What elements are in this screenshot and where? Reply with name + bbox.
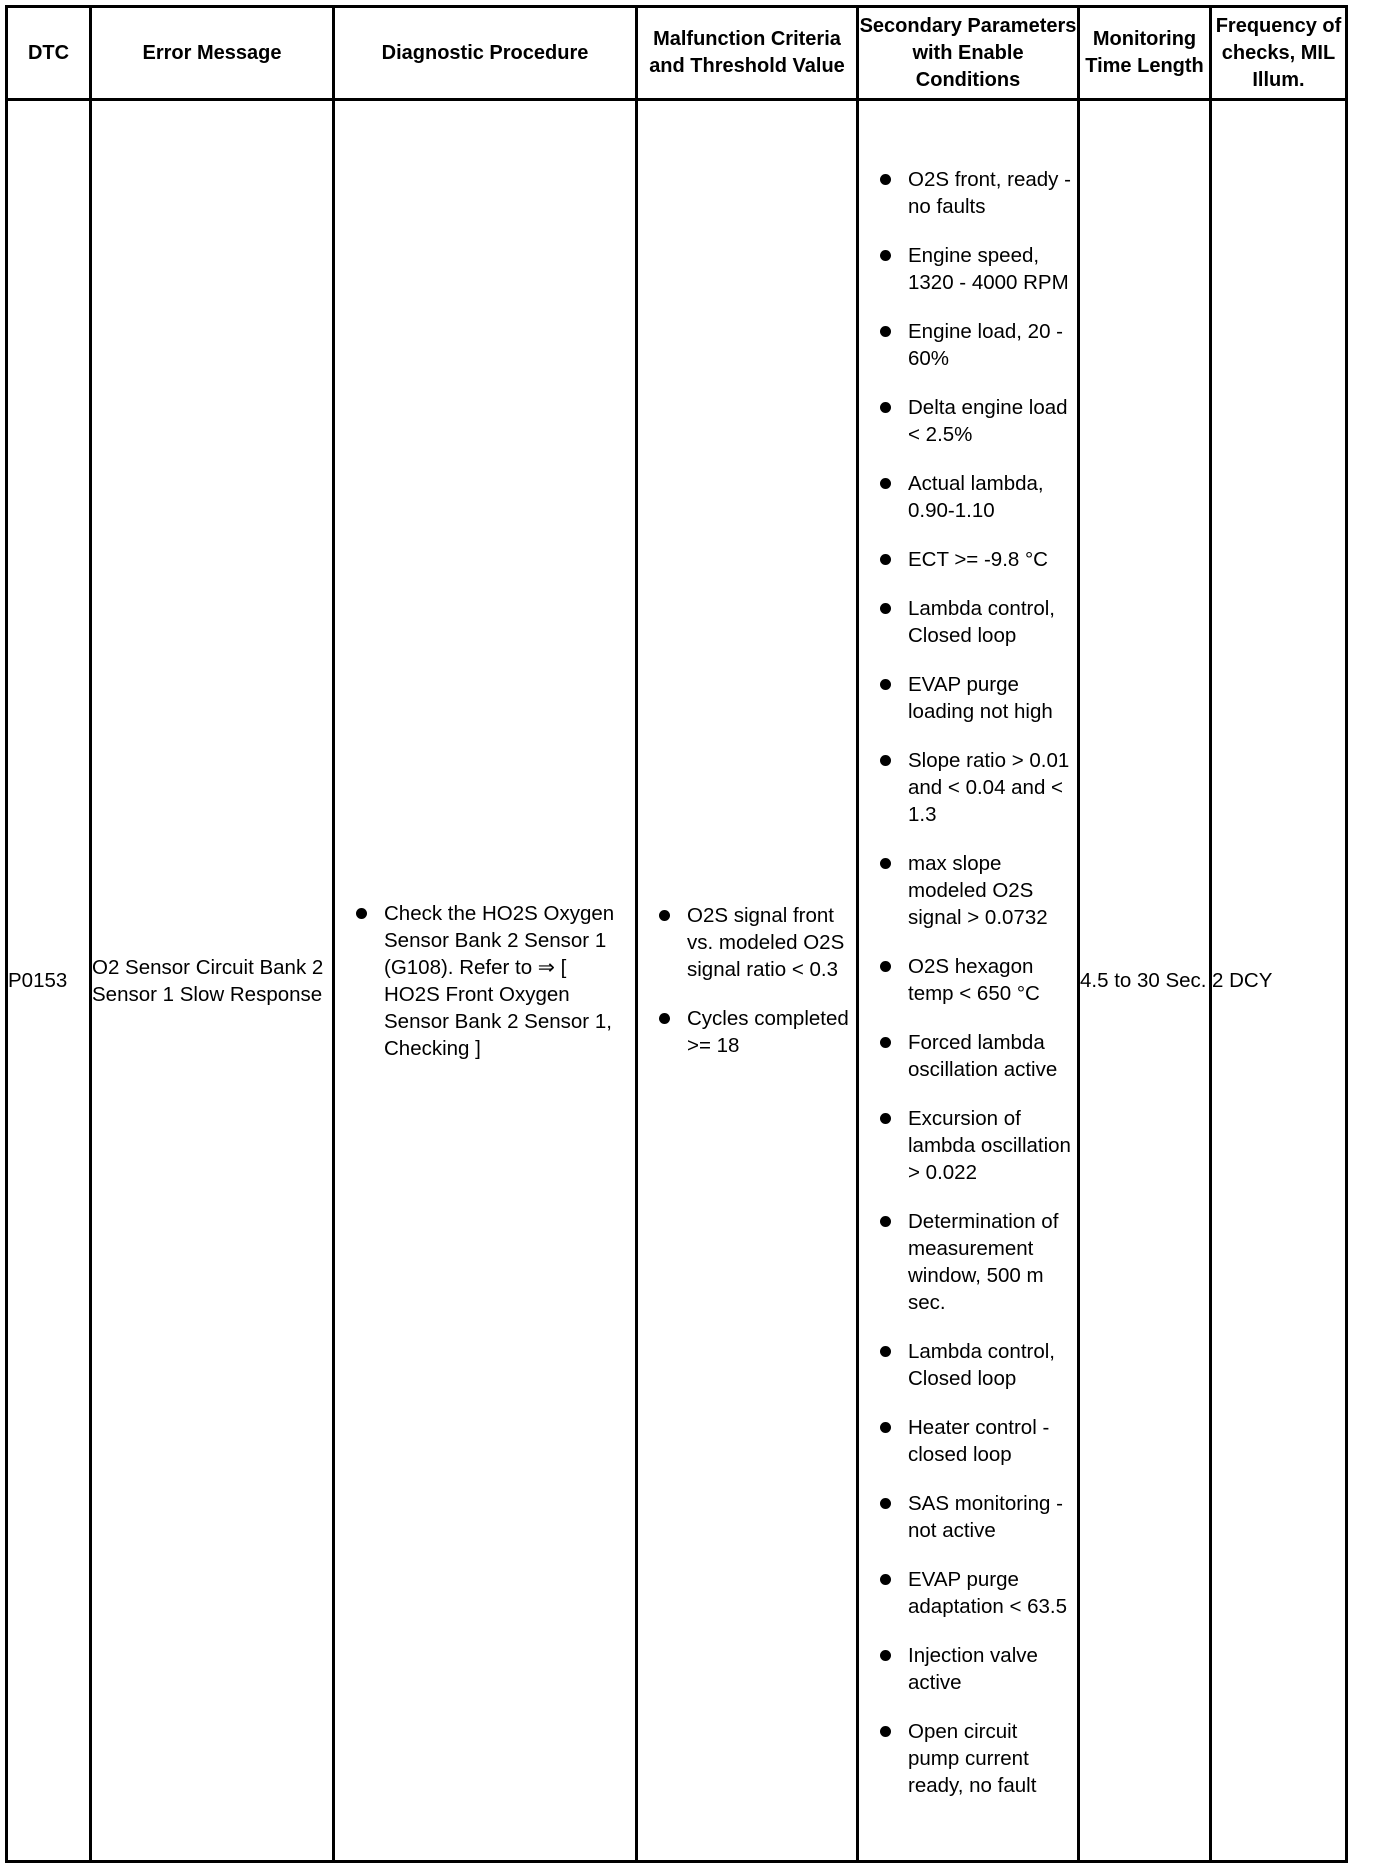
list-item-text: Determination of measurement window, 500 m sec.	[908, 1210, 1059, 1314]
list-item-text: Actual lambda, 0.90-1.10	[908, 472, 1044, 522]
list-item	[859, 1490, 1077, 1544]
malfunction-criteria-list	[638, 902, 856, 1059]
bullet-icon	[880, 679, 891, 690]
list-item-text: O2S signal front vs. modeled O2S signal ratio < 0.3	[687, 904, 845, 981]
header-monitoring-time: Monitoring Time Length	[1079, 7, 1211, 100]
list-item	[859, 546, 1077, 573]
bullet-icon	[880, 961, 891, 972]
list-item-text: Delta engine load < 2.5%	[908, 396, 1068, 446]
bullet-icon	[880, 326, 891, 337]
malfunction-criteria-cell	[637, 100, 858, 1862]
bullet-icon	[880, 402, 891, 413]
secondary-parameters-list	[859, 162, 1077, 1799]
list-item-text: Engine speed, 1320 - 4000 RPM	[908, 244, 1069, 294]
list-item	[859, 1718, 1077, 1799]
bullet-icon	[880, 1422, 891, 1433]
header-row	[7, 7, 1347, 100]
bullet-icon	[880, 603, 891, 614]
header-error-message: Error Message	[91, 7, 334, 100]
list-item-text: EVAP purge adaptation < 63.5	[908, 1568, 1068, 1618]
list-item	[335, 900, 635, 1062]
header-diagnostic-procedure: Diagnostic Procedure	[334, 7, 637, 100]
list-item-text: Check the HO2S Oxygen Sensor Bank 2 Sensor 1 (G108). Refer to ⇒ [ HO2S Front Oxygen Sensor Bank 2 Sensor 1, Checking ]	[384, 901, 615, 1060]
bullet-icon	[659, 910, 670, 921]
list-item	[859, 953, 1077, 1007]
diagnostic-procedure-list	[335, 900, 635, 1062]
list-item-text: Engine load, 20 - 60%	[908, 320, 1064, 370]
list-item	[859, 1105, 1077, 1186]
dtc-table	[5, 5, 1348, 1863]
diagnostic-procedure-cell	[334, 100, 637, 1862]
bullet-icon	[880, 1346, 891, 1357]
list-item	[859, 470, 1077, 524]
list-item	[859, 1642, 1077, 1696]
header-frequency: Frequency of checks, MIL Illum.	[1211, 7, 1347, 100]
error-message: O2 Sensor Circuit Bank 2 Sensor 1 Slow Response	[91, 100, 334, 1862]
bullet-icon	[880, 1037, 891, 1048]
list-item	[638, 902, 856, 983]
bullet-icon	[880, 554, 891, 565]
list-item-text: Open circuit pump current ready, no fault	[908, 1720, 1037, 1797]
header-dtc: DTC	[7, 7, 91, 100]
list-item-text: O2S front, ready - no faults	[908, 168, 1071, 218]
list-item-text: EVAP purge loading not high	[908, 673, 1053, 723]
bullet-icon	[880, 755, 891, 766]
dtc-code: P0153	[7, 100, 91, 1862]
header-secondary-parameters: Secondary Parameters with Enable Conditions	[858, 7, 1079, 100]
bullet-icon	[880, 1498, 891, 1509]
dtc-document	[5, 5, 1345, 1863]
list-item-text: Slope ratio > 0.01 and < 0.04 and < 1.3	[908, 749, 1070, 826]
frequency: 2 DCY	[1211, 100, 1347, 1862]
table-row	[7, 100, 1347, 1862]
bullet-icon	[880, 1216, 891, 1227]
bullet-icon	[880, 1574, 891, 1585]
list-item	[859, 671, 1077, 725]
bullet-icon	[880, 174, 891, 185]
list-item-text: Injection valve active	[908, 1644, 1038, 1694]
monitoring-time: 4.5 to 30 Sec.	[1079, 100, 1211, 1862]
list-item	[859, 1414, 1077, 1468]
list-item	[859, 747, 1077, 828]
bullet-icon	[880, 478, 891, 489]
list-item-text: Heater control - closed loop	[908, 1416, 1050, 1466]
list-item-text: Lambda control, Closed loop	[908, 1340, 1056, 1390]
secondary-parameters-cell	[858, 100, 1079, 1862]
list-item-text: SAS monitoring - not active	[908, 1492, 1063, 1542]
list-item	[859, 242, 1077, 296]
bullet-icon	[880, 1726, 891, 1737]
list-item	[859, 595, 1077, 649]
list-item	[859, 394, 1077, 448]
list-item	[859, 318, 1077, 372]
list-item	[859, 1338, 1077, 1392]
list-item	[859, 850, 1077, 931]
list-item-text: max slope modeled O2S signal > 0.0732	[908, 852, 1048, 929]
bullet-icon	[659, 1013, 670, 1024]
list-item-text: Excursion of lambda oscillation > 0.022	[908, 1107, 1071, 1184]
bullet-icon	[356, 908, 367, 919]
list-item-text: Lambda control, Closed loop	[908, 597, 1056, 647]
list-item	[859, 1566, 1077, 1620]
list-item	[859, 166, 1077, 220]
bullet-icon	[880, 1113, 891, 1124]
list-item-text: O2S hexagon temp < 650 °C	[908, 955, 1040, 1005]
header-malfunction-criteria: Malfunction Criteria and Threshold Value	[637, 7, 858, 100]
bullet-icon	[880, 250, 891, 261]
bullet-icon	[880, 1650, 891, 1661]
list-item-text: Forced lambda oscillation active	[908, 1031, 1058, 1081]
list-item	[638, 1005, 856, 1059]
list-item	[859, 1208, 1077, 1316]
list-item	[859, 1029, 1077, 1083]
bullet-icon	[880, 858, 891, 869]
list-item-text: ECT >= -9.8 °C	[908, 548, 1048, 571]
list-item-text: Cycles completed >= 18	[687, 1007, 849, 1057]
